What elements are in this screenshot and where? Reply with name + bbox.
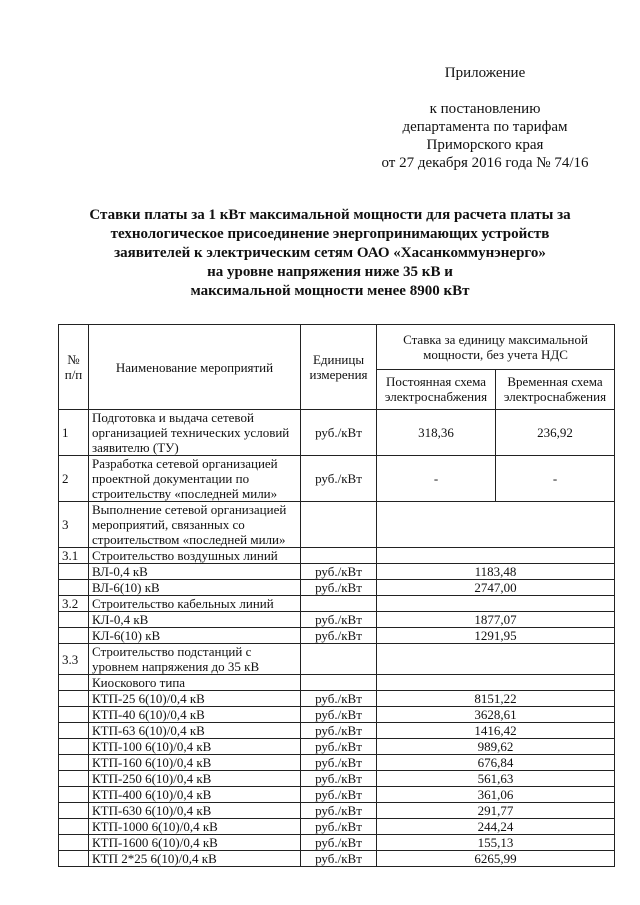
row-num xyxy=(59,580,89,596)
row-value: 1291,95 xyxy=(377,628,615,644)
row-unit: руб./кВт xyxy=(301,456,377,502)
row-num xyxy=(59,675,89,691)
row-num xyxy=(59,787,89,803)
row-name: Разработка сетевой организацией проектной документации по строительству «последней мили» xyxy=(89,456,301,502)
tariff-table xyxy=(58,324,615,867)
row-value xyxy=(377,502,615,548)
row-unit: руб./кВт xyxy=(301,755,377,771)
row-unit: руб./кВт xyxy=(301,691,377,707)
row-value-temporary: - xyxy=(496,456,615,502)
row-name: ВЛ-0,4 кВ xyxy=(89,564,301,580)
row-unit: руб./кВт xyxy=(301,612,377,628)
row-unit xyxy=(301,548,377,564)
row-name: КТП-63 6(10)/0,4 кВ xyxy=(89,723,301,739)
table-row xyxy=(59,675,615,691)
row-name: Киоскового типа xyxy=(89,675,301,691)
appendix-line: департамента по тарифам xyxy=(402,119,568,135)
row-num: 3.2 xyxy=(59,596,89,612)
row-unit: руб./кВт xyxy=(301,580,377,596)
row-value: 8151,22 xyxy=(377,691,615,707)
row-unit: руб./кВт xyxy=(301,803,377,819)
row-value: 244,24 xyxy=(377,819,615,835)
header-rate: Ставка за единицу максимальной мощности, без учета НДС xyxy=(377,325,615,370)
table-row xyxy=(59,410,615,456)
row-value: 1416,42 xyxy=(377,723,615,739)
table-row xyxy=(59,502,615,548)
row-num xyxy=(59,835,89,851)
row-value-permanent: 318,36 xyxy=(377,410,496,456)
row-unit: руб./кВт xyxy=(301,707,377,723)
row-num: 1 xyxy=(59,410,89,456)
row-unit: руб./кВт xyxy=(301,739,377,755)
row-name: КТП-1600 6(10)/0,4 кВ xyxy=(89,835,301,851)
row-num xyxy=(59,803,89,819)
row-value: 291,77 xyxy=(377,803,615,819)
table-row xyxy=(59,835,615,851)
row-value: 2747,00 xyxy=(377,580,615,596)
row-value: 155,13 xyxy=(377,835,615,851)
header-num: № п/п xyxy=(59,325,89,410)
row-unit: руб./кВт xyxy=(301,771,377,787)
appendix-label: Приложение xyxy=(444,65,526,81)
row-value: 561,63 xyxy=(377,771,615,787)
table-row xyxy=(59,691,615,707)
row-unit: руб./кВт xyxy=(301,723,377,739)
row-num xyxy=(59,771,89,787)
row-name: КТП-160 6(10)/0,4 кВ xyxy=(89,755,301,771)
row-value: 361,06 xyxy=(377,787,615,803)
appendix-header xyxy=(370,64,600,172)
table-row xyxy=(59,564,615,580)
row-name: КТП-100 6(10)/0,4 кВ xyxy=(89,739,301,755)
row-name: КЛ-0,4 кВ xyxy=(89,612,301,628)
table-row xyxy=(59,851,615,867)
table-row xyxy=(59,596,615,612)
appendix-line: Приморского края xyxy=(426,137,544,153)
appendix-date: от 27 декабря 2016 года № 74/16 xyxy=(381,155,589,171)
row-value: 3628,61 xyxy=(377,707,615,723)
row-name: Строительство подстанций с уровнем напряжения до 35 кВ xyxy=(89,644,301,675)
table-row xyxy=(59,707,615,723)
row-num xyxy=(59,851,89,867)
row-unit: руб./кВт xyxy=(301,819,377,835)
table-row xyxy=(59,723,615,739)
row-num xyxy=(59,707,89,723)
row-unit xyxy=(301,675,377,691)
header-temporary: Временная схема электроснабжения xyxy=(496,369,615,409)
row-name: КТП-1000 6(10)/0,4 кВ xyxy=(89,819,301,835)
appendix-line: к постановлению xyxy=(429,101,541,117)
row-name: КЛ-6(10) кВ xyxy=(89,628,301,644)
row-unit: руб./кВт xyxy=(301,628,377,644)
table-row xyxy=(59,628,615,644)
row-value: 1183,48 xyxy=(377,564,615,580)
table-row xyxy=(59,612,615,628)
title-line: Ставки платы за 1 кВт максимальной мощности для расчета платы за xyxy=(89,207,571,223)
row-name: КТП-25 6(10)/0,4 кВ xyxy=(89,691,301,707)
row-value: 676,84 xyxy=(377,755,615,771)
row-name: КТП-40 6(10)/0,4 кВ xyxy=(89,707,301,723)
row-unit: руб./кВт xyxy=(301,851,377,867)
row-value-temporary: 236,92 xyxy=(496,410,615,456)
table-row xyxy=(59,548,615,564)
row-value-permanent: - xyxy=(377,456,496,502)
row-num xyxy=(59,723,89,739)
table-row xyxy=(59,787,615,803)
table-row xyxy=(59,755,615,771)
row-num: 3 xyxy=(59,502,89,548)
row-num xyxy=(59,564,89,580)
header-row xyxy=(59,325,615,370)
row-num xyxy=(59,755,89,771)
table-row xyxy=(59,739,615,755)
header-unit: Единицы измерения xyxy=(301,325,377,410)
row-name: Строительство кабельных линий xyxy=(89,596,301,612)
header-permanent: Постоянная схема электроснабжения xyxy=(377,369,496,409)
row-value: 989,62 xyxy=(377,739,615,755)
row-num xyxy=(59,739,89,755)
row-name: КТП-400 6(10)/0,4 кВ xyxy=(89,787,301,803)
header-name: Наименование мероприятий xyxy=(89,325,301,410)
row-unit: руб./кВт xyxy=(301,410,377,456)
row-value: 6265,99 xyxy=(377,851,615,867)
row-num: 3.1 xyxy=(59,548,89,564)
row-name: ВЛ-6(10) кВ xyxy=(89,580,301,596)
row-value xyxy=(377,596,615,612)
document-title xyxy=(60,206,600,301)
row-name: КТП 2*25 6(10)/0,4 кВ xyxy=(89,851,301,867)
row-unit xyxy=(301,502,377,548)
row-unit xyxy=(301,596,377,612)
row-name: Выполнение сетевой организацией мероприятий, связанных со строительством «последней мили» xyxy=(89,502,301,548)
row-value: 1877,07 xyxy=(377,612,615,628)
table-row xyxy=(59,803,615,819)
title-line: максимальной мощности менее 8900 кВт xyxy=(190,283,470,299)
table-row xyxy=(59,580,615,596)
row-unit: руб./кВт xyxy=(301,835,377,851)
row-value xyxy=(377,675,615,691)
row-num xyxy=(59,819,89,835)
row-num xyxy=(59,691,89,707)
table-row xyxy=(59,771,615,787)
row-num: 2 xyxy=(59,456,89,502)
title-line: технологическое присоединение энергопринимающих устройств xyxy=(110,226,550,242)
title-line: на уровне напряжения ниже 35 кВ и xyxy=(207,264,453,280)
row-name: Подготовка и выдача сетевой организацией технических условий заявителю (ТУ) xyxy=(89,410,301,456)
row-num: 3.3 xyxy=(59,644,89,675)
row-unit xyxy=(301,644,377,675)
row-value xyxy=(377,644,615,675)
row-name: Строительство воздушных линий xyxy=(89,548,301,564)
row-unit: руб./кВт xyxy=(301,787,377,803)
table-row xyxy=(59,644,615,675)
row-name: КТП-250 6(10)/0,4 кВ xyxy=(89,771,301,787)
row-name: КТП-630 6(10)/0,4 кВ xyxy=(89,803,301,819)
title-line: заявителей к электрическим сетям ОАО «Хасанкоммунэнерго» xyxy=(114,245,546,261)
row-num xyxy=(59,628,89,644)
table-row xyxy=(59,456,615,502)
row-value xyxy=(377,548,615,564)
row-unit: руб./кВт xyxy=(301,564,377,580)
table-row xyxy=(59,819,615,835)
row-num xyxy=(59,612,89,628)
